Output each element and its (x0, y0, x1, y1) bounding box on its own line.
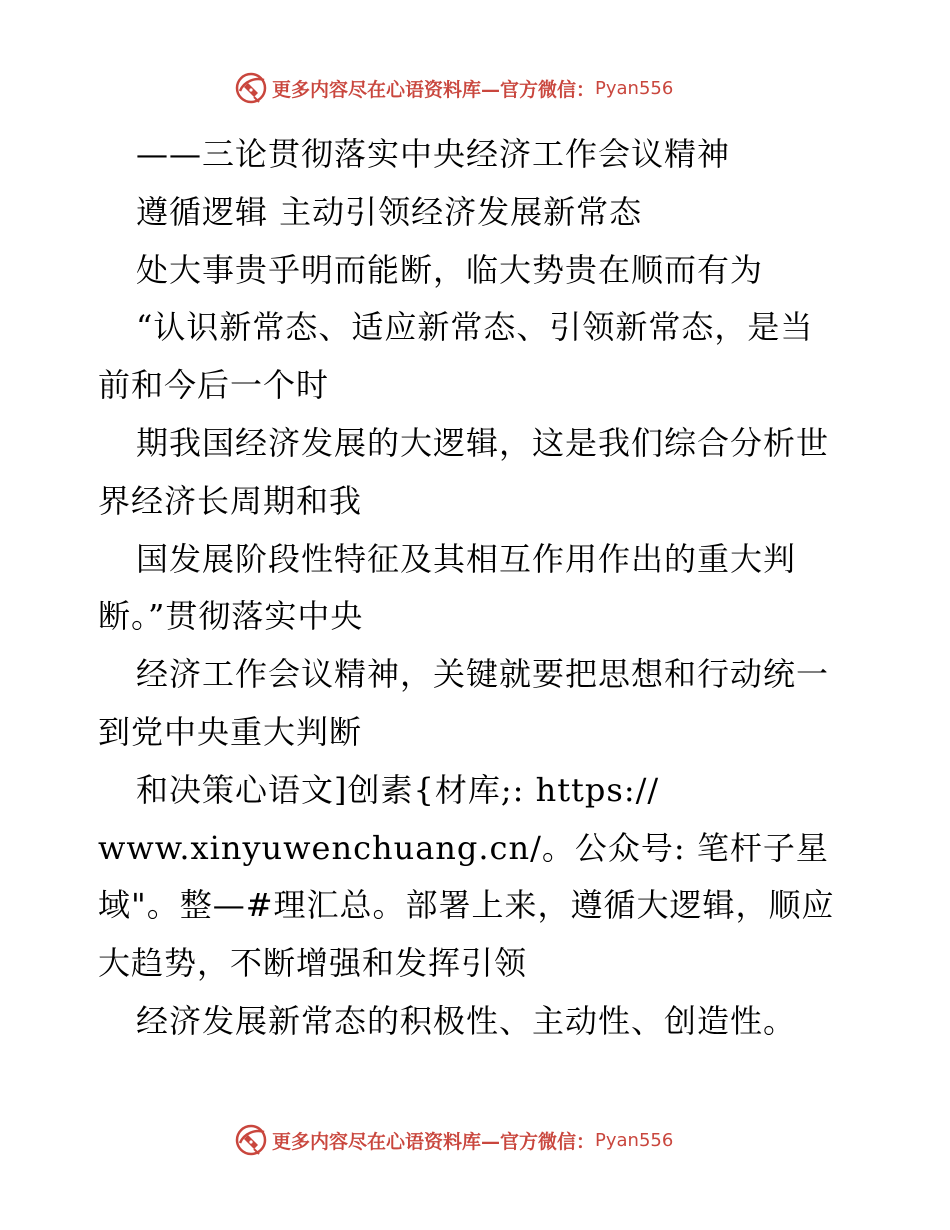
paragraph-line: 经济发展新常态的积极性、主动性、创造性。 (136, 1001, 797, 1040)
paragraph-line: 处大事贵乎明而能断，临大势贵在顺而有为 (136, 250, 764, 289)
paragraph-line: 断。”贯彻落实中央 (98, 597, 364, 636)
banner-slogan: 更多内容尽在心语资料库—官方微信： (272, 78, 596, 101)
paragraph-line: 和决策心语文]创素{材库;: https:// (136, 770, 660, 809)
paragraph-line: 域"。整—#理汇总。部署上来，遵循大逻辑，顺应 (98, 886, 835, 925)
header-banner (0, 68, 950, 108)
paragraph-line: 前和今后一个时 (98, 366, 330, 405)
document-title: 遵循逻辑 主动引领经济发展新常态 (136, 192, 643, 231)
paragraph-line: 经济工作会议精神，关键就要把思想和行动统一 (136, 655, 830, 694)
header-banner-content (234, 68, 673, 108)
banner-wechat-id: Pyan556 (595, 77, 674, 99)
banner-wechat-id: Pyan556 (595, 1129, 674, 1151)
paragraph-line: 界经济长周期和我 (98, 481, 363, 520)
paragraph-line: “认识新常态、适应新常态、引领新常态，是当 (136, 308, 814, 347)
pen-nib-logo-icon (234, 1123, 268, 1157)
document-subtitle: ——三论贯彻落实中央经济工作会议精神 (136, 135, 731, 173)
document-body (98, 126, 858, 1051)
paragraph-line: www.xinyuwenchuang.cn/。公众号: 笔杆子星 (98, 828, 829, 867)
pen-nib-logo-icon (234, 71, 268, 105)
footer-banner-content (234, 1120, 673, 1160)
paragraph-line: 期我国经济发展的大逻辑，这是我们综合分析世 (136, 423, 830, 462)
banner-slogan: 更多内容尽在心语资料库—官方微信： (272, 1130, 596, 1153)
paragraph-line: 国发展阶段性特征及其相互作用作出的重大判 (136, 539, 797, 578)
footer-banner (0, 1120, 950, 1160)
paragraph-line: 到党中央重大判断 (98, 712, 363, 751)
paragraph-line: 大趋势，不断增强和发挥引领 (98, 944, 528, 983)
